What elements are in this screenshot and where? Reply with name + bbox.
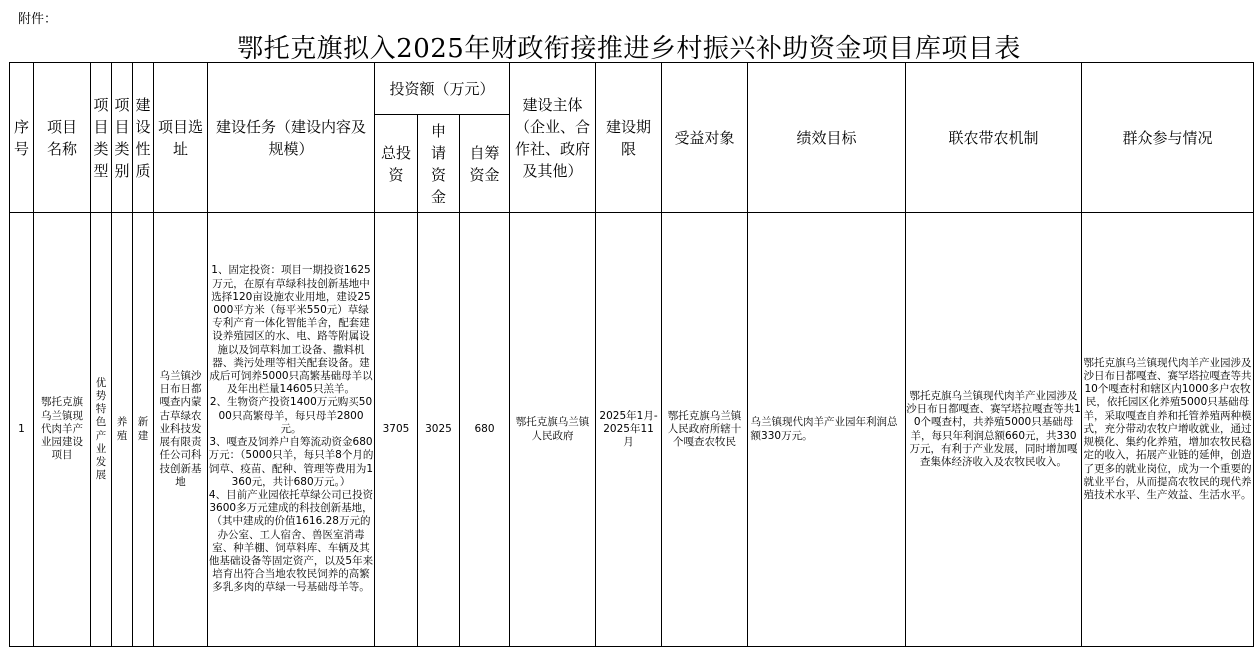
header-row-1 — [10, 63, 1254, 115]
cell-nature: 新建 — [133, 213, 154, 647]
header-performance: 绩效目标 — [748, 63, 906, 213]
cell-site: 乌兰镇沙日布日都嘎查内蒙古草绿农业科技发展有限责任公司科技创新基地 — [154, 213, 208, 647]
header-participation: 群众参与情况 — [1082, 63, 1254, 213]
header-mechanism: 联农带农机制 — [906, 63, 1082, 213]
header-entity: 建设主体（企业、合作社、政府及其他） — [510, 63, 596, 213]
cell-self-funded: 680 — [460, 213, 510, 647]
header-seq: 序号 — [10, 63, 34, 213]
cell-type: 优势特色产业发展 — [91, 213, 112, 647]
cell-entity: 鄂托克旗乌兰镇人民政府 — [510, 213, 596, 647]
cell-performance: 乌兰镇现代肉羊产业园年利润总额330万元。 — [748, 213, 906, 647]
header-self-funded: 自筹资金 — [460, 115, 510, 213]
project-table — [9, 62, 1254, 647]
cell-mechanism: 鄂托克旗乌兰镇现代肉羊产业园涉及沙日布日都嘎查、赛罕塔拉嘎查等共10个嘎查村，共养殖5000只基础母羊，每只年利润总额660元，共330万元，有利于产业发展，同时增加嘎查集体经济收入及农牧民收入。 — [906, 213, 1082, 647]
header-category: 项目类别 — [112, 63, 133, 213]
cell-category: 养殖 — [112, 213, 133, 647]
cell-beneficiary: 鄂托克旗乌兰镇人民政府所辖十个嘎查农牧民 — [662, 213, 748, 647]
page-title: 鄂托克旗拟入2025年财政衔接推进乡村振兴补助资金项目库项目表 — [237, 34, 1021, 64]
header-nature: 建设性质 — [133, 63, 154, 213]
header-type: 项目类型 — [91, 63, 112, 213]
header-site: 项目选址 — [154, 63, 208, 213]
table-row — [10, 213, 1254, 647]
cell-period: 2025年1月-2025年11月 — [596, 213, 662, 647]
header-investment: 投资额（万元） — [375, 63, 510, 115]
header-total: 总投资 — [375, 115, 418, 213]
cell-seq: 1 — [10, 213, 34, 647]
header-task: 建设任务（建设内容及规模） — [208, 63, 375, 213]
cell-applied: 3025 — [418, 213, 460, 647]
cell-participation: 鄂托克旗乌兰镇现代肉羊产业园涉及沙日布日都嘎查、赛罕塔拉嘎查等共10个嘎查村和辖区内1000多户农牧民，依托园区化养殖5000只基础母羊，采取嘎查自养和托管养殖两种模式，充分带动农牧户增收就业，通过规模化、集约化养殖，增加农牧民稳定的收入，拓展产业链的延伸，创造了更多的就业岗位，成为一个重要的就业平台，从而提高农牧民的现代养殖技术水平、生产效益、生活水平。 — [1082, 213, 1254, 647]
header-beneficiary: 受益对象 — [662, 63, 748, 213]
cell-total: 3705 — [375, 213, 418, 647]
header-applied: 申请资金 — [418, 115, 460, 213]
cell-task: 1、固定投资：项目一期投资1625万元，在原有草绿科技创新基地中选择120亩设施农业用地，建设25000平方米（每平米550元）草绿专利产育一体化智能羊舍，配套建设养殖园区的水、电、路等附属设施以及饲草料加工设备、撒料机器、粪污处理等相关配套设备。建成后可饲养5000只高繁基础母羊以及年出栏量14605只羔羊。 2、生物资产投资1400万元购买5000只高繁母羊，每只母羊2800元。 3、嘎查及饲养户自筹流动资金680万元：（5000只羊，每只羊8个月的饲草、疫苗、配种、管理等费用为1360元，共计680万元。） 4、目前产业园依托草绿公司已投资3600多万元建成的科技创新基地，（其中建成的价值1616.28万元的办公室、工人宿舍、兽医室消毒室、种羊棚、饲草料库、车辆及其他基础设备等固定资产，以及5年来培育出符合当地农牧民饲养的高繁多乳多肉的草绿一号基础母羊等。 — [208, 213, 375, 647]
cell-name: 鄂托克旗乌兰镇现代肉羊产业园建设项目 — [34, 213, 91, 647]
header-period: 建设期限 — [596, 63, 662, 213]
attachment-label: 附件： — [18, 12, 58, 27]
header-name: 项目名称 — [34, 63, 91, 213]
